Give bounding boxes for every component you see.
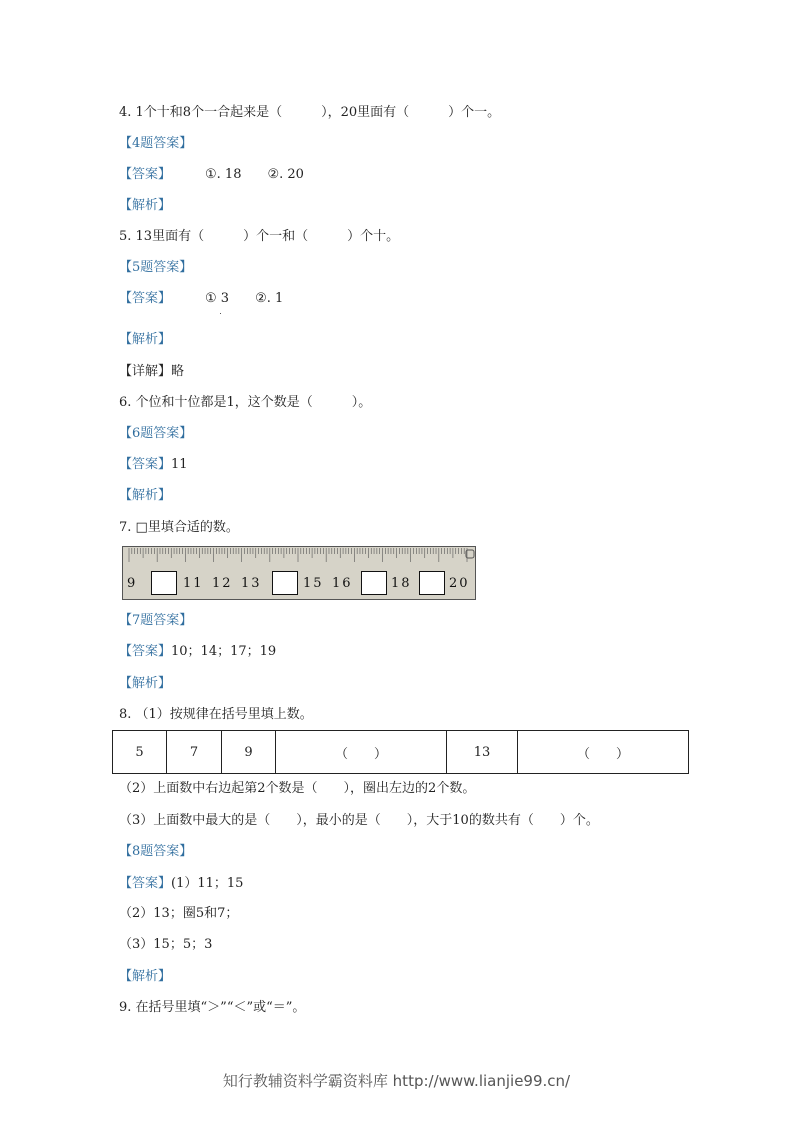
q8-answer-1: [119, 876, 243, 892]
q8-answer-header: 【8题答案】: [119, 844, 193, 859]
sequence-cell: 13: [447, 731, 518, 774]
ruler-number: 20: [449, 576, 470, 591]
q4-answer-1: ①. 18: [205, 167, 242, 182]
q8-question: 8. （1）按规律在括号里填上数。: [119, 707, 313, 722]
q5-question: 5. 13里面有（ ）个一和（ ）个十。: [119, 229, 400, 244]
ruler-number: 9: [127, 576, 138, 591]
q5-answer-1: ① 3: [205, 291, 230, 306]
footer-watermark: 知行教辅资料学霸资料库 http://www.lianjie99.cn/: [222, 1072, 571, 1090]
ruler-number: 15: [303, 576, 324, 591]
sequence-cell: 5: [113, 731, 167, 774]
answer-text: (1）11；15: [171, 876, 244, 891]
q5-detail: [119, 364, 184, 380]
q6-answer: [119, 457, 188, 473]
ruler-blank-box[interactable]: [419, 571, 445, 595]
ruler-number: 16: [332, 576, 353, 591]
ruler-blank-box[interactable]: [272, 571, 298, 595]
q4-answer-2: ②. 20: [267, 167, 304, 182]
sequence-cell: 9: [222, 731, 276, 774]
ruler-number: 13: [241, 576, 262, 591]
sequence-blank-cell[interactable]: （ ）: [276, 731, 447, 774]
q4-analysis: 【解析】: [119, 198, 172, 213]
q6-analysis: 【解析】: [119, 488, 172, 503]
answer-label: 【答案】: [119, 457, 172, 472]
q6-answer-header: 【6题答案】: [119, 426, 193, 441]
answer-text: 11: [171, 457, 188, 472]
q9-question: 9. 在括号里填“＞”“＜”或“＝”。: [119, 1000, 306, 1015]
q4-answer-header: 【4题答案】: [119, 136, 193, 151]
q6-question: 6. 个位和十位都是1，这个数是（ ）。: [119, 395, 372, 410]
ruler-figure: [122, 546, 476, 600]
q7-analysis: 【解析】: [119, 676, 172, 691]
ruler-number: 12: [212, 576, 233, 591]
q7-question: 7. □里填合适的数。: [119, 520, 239, 535]
q5-answer-label: 【答案】: [119, 291, 172, 306]
sequence-cell: 7: [167, 731, 222, 774]
q7-answer-header: 【7题答案】: [119, 613, 193, 628]
q8-part2: （2）上面数中右边起第2个数是（ ），圈出左边的2个数。: [119, 781, 476, 796]
q5-answer-header: 【5题答案】: [119, 260, 193, 275]
q8-answer-3: （3）15；5；3: [119, 937, 213, 952]
q7-answer: [119, 644, 276, 660]
answer-text: 10；14；17；19: [171, 644, 277, 659]
q4-answer-label: 【答案】: [119, 167, 172, 182]
q4-question: 4. 1个十和8个一合起来是（ ），20里面有（ ）个一。: [119, 105, 501, 120]
answer-text: 略: [171, 364, 185, 379]
stray-dot: [220, 313, 221, 314]
answer-label: 【详解】: [119, 364, 172, 379]
sequence-table: [112, 730, 689, 774]
q5-answer-2: ②. 1: [255, 291, 284, 306]
sequence-blank-cell[interactable]: （ ）: [518, 731, 689, 774]
answer-label: 【答案】: [119, 876, 172, 891]
q4-answer: [119, 167, 304, 183]
q8-answer-2: （2）13；圈5和7；: [119, 906, 239, 921]
ruler-blank-box[interactable]: [151, 571, 177, 595]
q5-analysis: 【解析】: [119, 332, 172, 347]
ruler-number: 11: [183, 576, 204, 591]
ruler-number: 18: [391, 576, 412, 591]
q8-analysis: 【解析】: [119, 969, 172, 984]
q5-answer: [119, 291, 283, 307]
q8-part3: （3）上面数中最大的是（ ），最小的是（ ），大于10的数共有（ ）个。: [119, 813, 599, 828]
ruler-blank-box[interactable]: [361, 571, 387, 595]
answer-label: 【答案】: [119, 644, 172, 659]
